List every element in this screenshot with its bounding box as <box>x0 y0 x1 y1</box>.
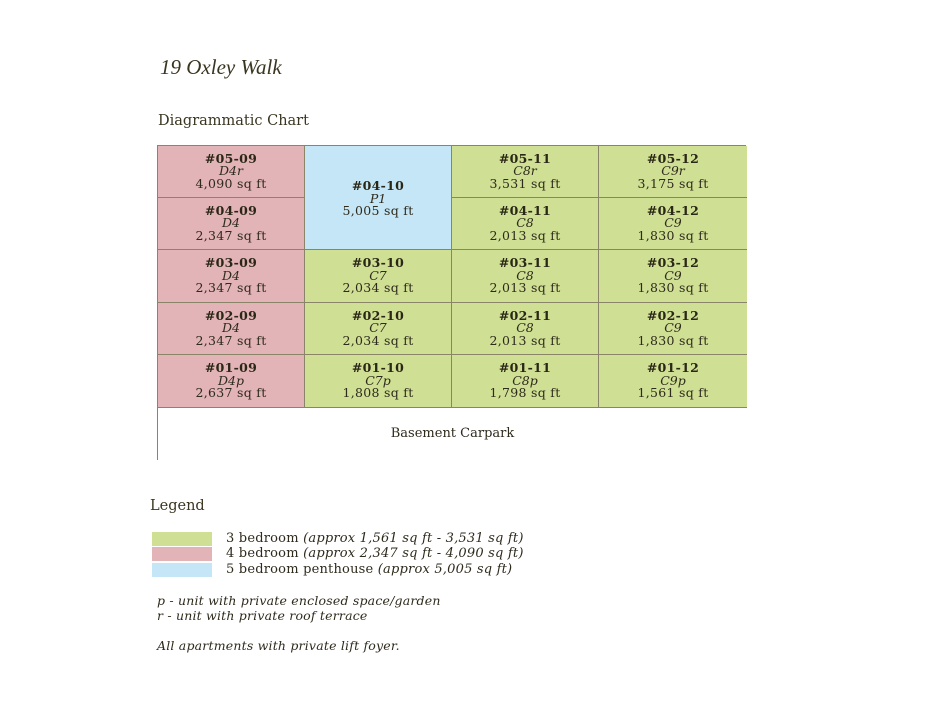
unit-chart <box>157 145 746 460</box>
note-r: r - unit with private roof terrace <box>157 608 368 623</box>
unit-number: #01-10 <box>351 360 405 376</box>
legend-label: 4 bedroom <box>226 546 299 561</box>
unit-type: C8p <box>512 372 538 388</box>
legend-item-4-bedroom <box>152 546 524 561</box>
unit-cell-04-11 <box>452 198 599 250</box>
unit-area: 2,637 sq ft <box>195 385 267 401</box>
unit-cell-03-10 <box>305 250 452 303</box>
unit-number: #04-11 <box>498 202 552 218</box>
unit-area: 3,531 sq ft <box>489 175 561 191</box>
unit-number: #01-12 <box>646 360 700 376</box>
unit-type: C7 <box>369 320 387 336</box>
unit-cell-01-11 <box>452 355 599 408</box>
unit-number: #01-09 <box>204 360 258 376</box>
page-title: 19 Oxley Walk <box>160 55 282 79</box>
unit-number: #03-12 <box>646 255 700 271</box>
swatch-penthouse <box>152 563 212 577</box>
unit-number: #04-12 <box>646 202 700 218</box>
unit-number: #03-11 <box>498 255 552 271</box>
unit-type: D4r <box>219 163 243 179</box>
unit-area: 4,090 sq ft <box>195 175 267 191</box>
unit-number: #05-12 <box>646 150 700 166</box>
unit-area: 1,561 sq ft <box>637 385 709 401</box>
legend-item-penthouse <box>152 562 512 577</box>
unit-type: D4 <box>222 320 240 336</box>
legend-label: 5 bedroom penthouse <box>226 562 374 577</box>
unit-cell-04-09 <box>158 198 305 250</box>
chart-subtitle: Diagrammatic Chart <box>158 113 309 129</box>
note-lift-foyer: All apartments with private lift foyer. <box>157 638 400 653</box>
unit-cell-04-10 <box>305 146 452 250</box>
swatch-3-bedroom <box>152 532 212 546</box>
unit-number: #03-10 <box>351 255 405 271</box>
unit-type: C8 <box>516 267 534 283</box>
unit-cell-05-09 <box>158 146 305 198</box>
unit-type: C9p <box>660 372 686 388</box>
unit-area: 1,830 sq ft <box>637 280 709 296</box>
unit-area: 2,347 sq ft <box>195 227 267 243</box>
unit-type: D4p <box>218 372 244 388</box>
unit-area: 2,347 sq ft <box>195 332 267 348</box>
unit-type: D4 <box>222 215 240 231</box>
note-p: p - unit with private enclosed space/garden <box>157 593 441 608</box>
unit-area: 1,808 sq ft <box>342 385 414 401</box>
unit-number: #02-09 <box>204 307 258 323</box>
unit-number: #05-11 <box>498 150 552 166</box>
unit-cell-03-12 <box>599 250 747 303</box>
unit-cell-02-09 <box>158 303 305 355</box>
unit-type: C7 <box>369 267 387 283</box>
unit-cell-03-09 <box>158 250 305 303</box>
unit-type: C8 <box>516 215 534 231</box>
unit-number: #02-11 <box>498 307 552 323</box>
unit-type: P1 <box>369 190 387 206</box>
legend-title: Legend <box>150 498 205 514</box>
unit-cell-05-11 <box>452 146 599 198</box>
unit-type: C9 <box>664 320 682 336</box>
unit-number: #02-12 <box>646 307 700 323</box>
legend-range: (approx 1,561 sq ft - 3,531 sq ft) <box>303 531 524 546</box>
legend-range: (approx 2,347 sq ft - 4,090 sq ft) <box>303 546 524 561</box>
unit-cell-03-11 <box>452 250 599 303</box>
unit-area: 2,034 sq ft <box>342 332 414 348</box>
swatch-4-bedroom <box>152 547 212 561</box>
legend-range: (approx 5,005 sq ft) <box>377 562 513 577</box>
unit-type: C8 <box>516 320 534 336</box>
unit-cell-01-12 <box>599 355 747 408</box>
unit-area: 1,798 sq ft <box>489 385 561 401</box>
unit-type: C8r <box>513 163 537 179</box>
unit-type: C9r <box>661 163 685 179</box>
unit-type: D4 <box>222 267 240 283</box>
legend-item-3-bedroom <box>152 531 524 546</box>
unit-area: 2,013 sq ft <box>489 227 561 243</box>
unit-number: #02-10 <box>351 307 405 323</box>
unit-area: 1,830 sq ft <box>637 227 709 243</box>
unit-cell-05-12 <box>599 146 747 198</box>
unit-number: #01-11 <box>498 360 552 376</box>
unit-type: C7p <box>365 372 391 388</box>
unit-number: #05-09 <box>204 150 258 166</box>
unit-area: 2,034 sq ft <box>342 280 414 296</box>
basement-carpark <box>158 408 747 461</box>
basement-label: Basement Carpark <box>390 426 515 442</box>
unit-cell-02-11 <box>452 303 599 355</box>
unit-cell-01-10 <box>305 355 452 408</box>
unit-area: 3,175 sq ft <box>637 175 709 191</box>
unit-type: C9 <box>664 267 682 283</box>
unit-area: 1,830 sq ft <box>637 332 709 348</box>
unit-cell-02-12 <box>599 303 747 355</box>
unit-cell-02-10 <box>305 303 452 355</box>
unit-area: 2,013 sq ft <box>489 332 561 348</box>
unit-cell-04-12 <box>599 198 747 250</box>
legend-label: 3 bedroom <box>226 531 299 546</box>
unit-number: #04-09 <box>204 202 258 218</box>
unit-number: #03-09 <box>204 255 258 271</box>
unit-area: 5,005 sq ft <box>342 203 414 218</box>
unit-type: C9 <box>664 215 682 231</box>
unit-area: 2,347 sq ft <box>195 280 267 296</box>
unit-area: 2,013 sq ft <box>489 280 561 296</box>
unit-cell-01-09 <box>158 355 305 408</box>
unit-number: #04-10 <box>351 178 405 193</box>
